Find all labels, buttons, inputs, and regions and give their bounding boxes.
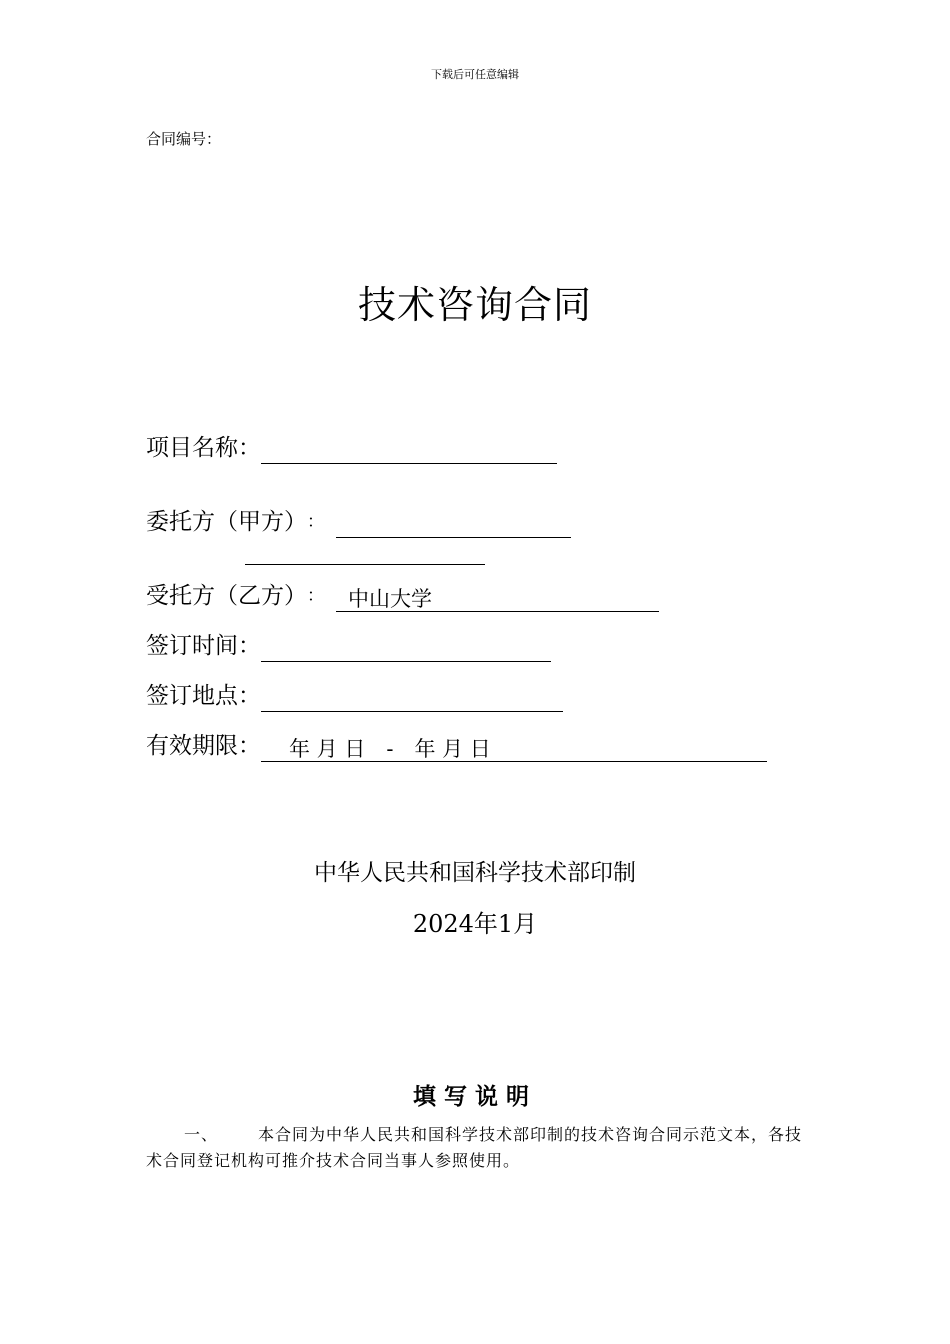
document-title: 技术咨询合同 [357, 283, 592, 327]
contract-number-label: 合同编号： [146, 130, 222, 148]
project-name-label: 项目名称： [146, 435, 261, 461]
instructions-title: 填写说明 [413, 1084, 537, 1110]
header-note: 下载后可任意编辑 [431, 68, 519, 81]
party-a-field [146, 506, 571, 538]
instruction-item-text: 本合同为中华人民共和国科学技术部印制的技术咨询合同示范文本，各技术合同登记机构可推介技术合同当事人参照使用。 [146, 1125, 803, 1170]
sign-time-field [146, 630, 551, 662]
party-a-colon: ： [307, 512, 324, 532]
issue-date: 2024年1月 [412, 910, 538, 938]
validity-label: 有效期限： [146, 733, 261, 759]
party-a-input[interactable] [336, 512, 571, 538]
project-name-input[interactable] [261, 438, 557, 464]
sign-time-label: 签订时间： [146, 633, 261, 659]
project-name-field [146, 432, 557, 464]
party-a-input-continuation[interactable] [245, 564, 485, 565]
party-b-input[interactable]: 中山大学 [336, 586, 659, 612]
sign-time-input[interactable] [261, 636, 551, 662]
party-b-field [146, 580, 659, 612]
issuer-organization: 中华人民共和国科学技术部印制 [314, 860, 636, 886]
validity-input[interactable]: 年 月 日 - 年 月 日 [261, 736, 767, 762]
validity-field [146, 730, 767, 762]
instruction-item [146, 1122, 811, 1174]
sign-place-field [146, 680, 563, 712]
instruction-item-number: 一、 [184, 1125, 219, 1144]
party-b-label: 受托方（乙方） [146, 583, 307, 609]
sign-place-input[interactable] [261, 686, 563, 712]
party-a-label: 委托方（甲方） [146, 509, 307, 535]
party-b-colon: ： [307, 586, 324, 606]
sign-place-label: 签订地点： [146, 683, 261, 709]
